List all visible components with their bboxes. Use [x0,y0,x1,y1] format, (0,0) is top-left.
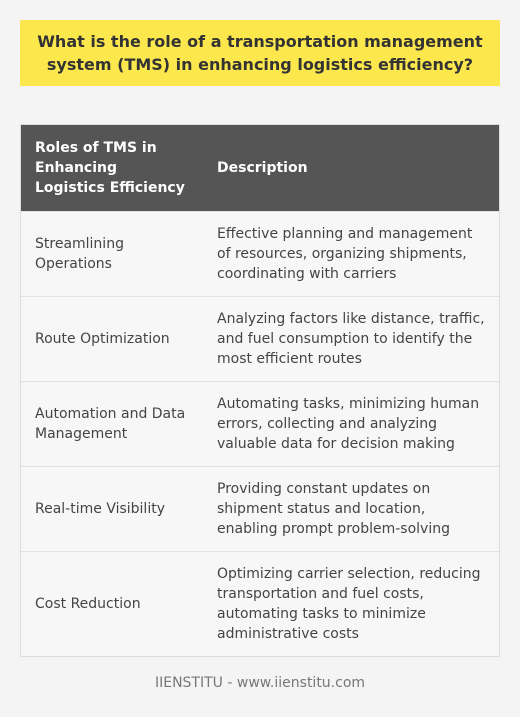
table-row [21,381,499,466]
header-description: Description [203,125,499,211]
title-banner [20,20,500,86]
description-cell: Automating tasks, minimizing human errors, collecting and analyzing valuable data for decision making [203,381,499,466]
role-cell: Real-time Visibility [21,466,203,551]
table-row [21,211,499,296]
page-title: What is the role of a transportation management system (TMS) in enhancing logistics efficiency? [37,32,483,74]
description-cell: Analyzing factors like distance, traffic, and fuel consumption to identify the most efficient routes [203,296,499,381]
role-cell: Streamlining Operations [21,211,203,296]
description-cell: Providing constant updates on shipment status and location, enabling prompt problem-solving [203,466,499,551]
description-cell: Optimizing carrier selection, reducing transportation and fuel costs, automating tasks to minimize administrative costs [203,551,499,656]
roles-table-container [20,124,500,657]
table-row [21,296,499,381]
table-header-row [21,125,499,211]
role-cell: Cost Reduction [21,551,203,656]
description-cell: Effective planning and management of resources, organizing shipments, coordinating with carriers [203,211,499,296]
header-roles: Roles of TMS in Enhancing Logistics Efficiency [21,125,203,211]
footer-credit: IIENSTITU - www.iienstitu.com [154,675,366,691]
role-cell: Route Optimization [21,296,203,381]
role-cell: Automation and Data Management [21,381,203,466]
table-row [21,551,499,656]
table-row [21,466,499,551]
roles-table [21,125,499,656]
